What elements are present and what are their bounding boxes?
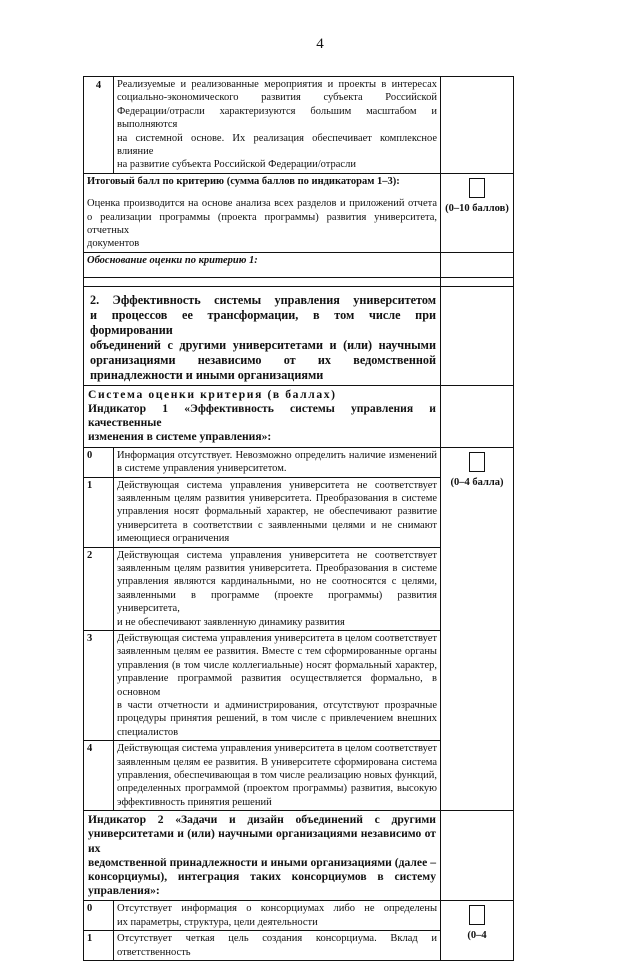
row-number: 4 bbox=[84, 741, 114, 811]
table-row bbox=[84, 77, 514, 174]
row-number: 0 bbox=[84, 447, 114, 477]
empty-cell bbox=[441, 77, 514, 174]
indicator-1-row bbox=[84, 385, 514, 447]
table-row bbox=[84, 901, 514, 931]
criterion-2-title: 2. Эффективность системы управления университетом и процессов ее трансформации, в том числе при формировании объединений с другими университетами и (или) научными организациями независимо от их ведомственной принадлежности и иными организациями bbox=[84, 286, 441, 385]
row-text: Действующая система управления университета в целом соответствует заявленным целям ее развития. Вместе с тем сформированные органы управления (в том числе коллегиальные) носят формальный характер, управление программой развития осуществляется формально, в основном в части отчетности и администрирования, отсутствуют прозрачные процедуры принятия решений, в том числе с привлечением внешних специалистов bbox=[114, 630, 441, 740]
row-number: 1 bbox=[84, 931, 114, 961]
criteria-table bbox=[83, 76, 514, 961]
row-number: 2 bbox=[84, 547, 114, 630]
row-text: Действующая система управления университета в целом соответствует заявленным целям ее развития. В университете сформирована система управления, обеспечивающая в том числе реализацию новых функций, определенных программой (проектом программы) развития, высокую эффективность принятия решений bbox=[114, 741, 441, 811]
indicator-1-score-cell: (0–4 балла) bbox=[441, 447, 514, 811]
criterion-2-row bbox=[84, 286, 514, 385]
table-row bbox=[84, 447, 514, 477]
justification-row bbox=[84, 252, 514, 277]
total-score-row bbox=[84, 173, 514, 252]
row-text: Отсутствует четкая цель создания консорциума. Вклад и ответственность bbox=[114, 931, 441, 961]
score-checkbox-icon[interactable] bbox=[469, 905, 485, 925]
row-text: Информация отсутствует. Невозможно определить наличие изменений в системе управления университетом. bbox=[114, 447, 441, 477]
score-checkbox-icon[interactable] bbox=[469, 178, 485, 198]
indicator-1-title: Система оценки критерия (в баллах) Индикатор 1 «Эффективность системы управления и качественные изменения в системе управления»: bbox=[84, 385, 441, 447]
total-score-text: Итоговый балл по критерию (сумма баллов по индикаторам 1–3): Оценка производится на основе анализа всех разделов и приложений отчета о реализации программы (проекта программы) развития университета, отчетных документов bbox=[84, 173, 441, 252]
spacer-row bbox=[84, 277, 514, 286]
indicator-2-title: Индикатор 2 «Задачи и дизайн объединений с другими университетами и (или) научными организациями независимо от их ведомственной принадлежности и иными организациями (далее – консорциумы), интеграция таких консорциумов в систему управления»: bbox=[84, 811, 441, 901]
row-text: Отсутствует информация о консорциумах либо не определены их параметры, структура, цели деятельности bbox=[114, 901, 441, 931]
indicator-2-score-cell: (0–4 bbox=[441, 901, 514, 961]
row-text: Действующая система управления университета не соответствует заявленным целям развития университета. Преобразования в системе управления носят формальный характер, не обеспечивают развитие университета в соответствии с заявленными целями и не снимают имеющиеся ограничения bbox=[114, 477, 441, 547]
row-text: Реализуемые и реализованные мероприятия и проекты в интересах социально-экономического развития субъекта Российской Федерации/отрасли характеризуются большим масштабом и выполняются на системной основе. Их реализация обеспечивает комплексное влияние на развитие субъекта Российской Федерации/отрасли bbox=[114, 77, 441, 174]
row-number: 0 bbox=[84, 901, 114, 931]
total-score-cell: (0–10 баллов) bbox=[441, 173, 514, 252]
row-number: 1 bbox=[84, 477, 114, 547]
row-number: 3 bbox=[84, 630, 114, 740]
justification-label: Обоснование оценки по критерию 1: bbox=[84, 252, 441, 277]
page-number: 4 bbox=[316, 36, 324, 52]
justification-value[interactable] bbox=[441, 252, 514, 277]
row-text: Действующая система управления университета не соответствует заявленным целям развития университета. Преобразования в системе управления являются кардинальными, но не соотносятся с целями, заявленными в программе (проекте программы) развития университета, и не обеспечивают заявленную динамику развития bbox=[114, 547, 441, 630]
indicator-2-row bbox=[84, 811, 514, 901]
score-checkbox-icon[interactable] bbox=[469, 452, 485, 472]
row-number: 4 bbox=[84, 77, 114, 174]
